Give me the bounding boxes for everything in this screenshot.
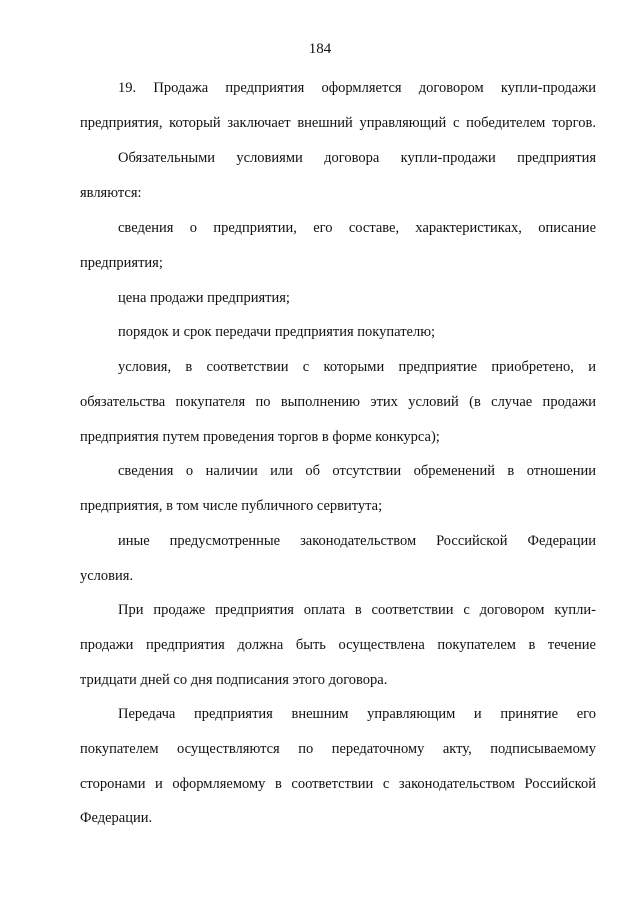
text-line: являются: <box>80 185 142 201</box>
text-line: цена продажи предприятия; <box>118 290 290 306</box>
text-line: обязательства покупателя по выполнению этих условий (в случае продажи <box>80 394 596 410</box>
text-line: сведения о предприятии, его составе, характеристиках, описание <box>118 220 596 236</box>
text-line: предприятия, который заключает внешний управляющий с победителем торгов. <box>80 115 596 131</box>
text-line: порядок и срок передачи предприятия покупателю; <box>118 324 436 340</box>
text-line: условия, в соответствии с которыми предприятие приобретено, и <box>118 359 596 375</box>
text-line: покупателем осуществляются по передаточному акту, подписываемому <box>80 741 596 757</box>
page-number: 184 <box>308 41 332 57</box>
text-line: сведения о наличии или об отсутствии обременений в отношении <box>118 463 596 479</box>
text-line: сторонами и оформляемому в соответствии с законодательством Российской <box>80 776 596 792</box>
text-line: Передача предприятия внешним управляющим и принятие его <box>118 706 596 722</box>
text-line: При продаже предприятия оплата в соответствии с договором купли- <box>118 602 596 618</box>
text-line: тридцати дней со дня подписания этого договора. <box>80 672 388 688</box>
text-line: продажи предприятия должна быть осуществлена покупателем в течение <box>80 637 596 653</box>
text-line: предприятия; <box>80 255 163 271</box>
text-line: предприятия, в том числе публичного сервитута; <box>80 498 383 514</box>
text-line: условия. <box>80 568 134 584</box>
text-line: Федерации. <box>80 810 153 826</box>
text-line: иные предусмотренные законодательством Российской Федерации <box>118 533 596 549</box>
text-line: 19. Продажа предприятия оформляется договором купли-продажи <box>118 80 596 96</box>
text-line: Обязательными условиями договора купли-продажи предприятия <box>118 150 596 166</box>
text-line: предприятия путем проведения торгов в форме конкурса); <box>80 429 440 445</box>
